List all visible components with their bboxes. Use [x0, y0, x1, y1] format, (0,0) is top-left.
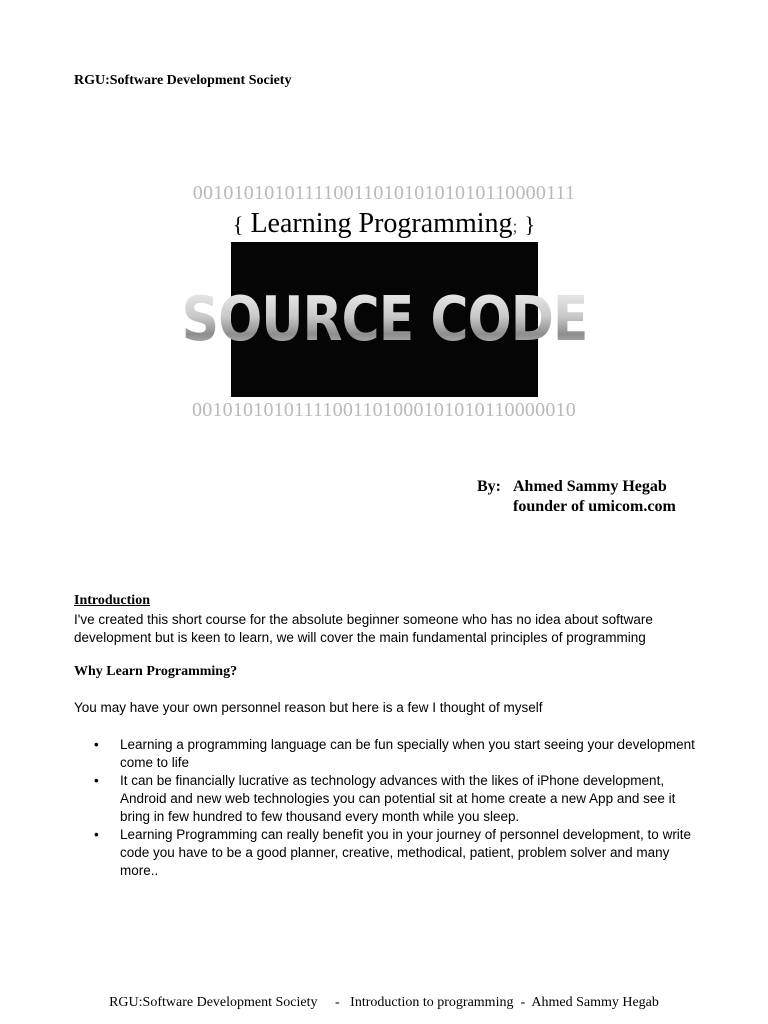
by-label: By: [477, 478, 501, 495]
list-item [74, 772, 704, 826]
why-heading: Why Learn Programming? [74, 664, 238, 679]
title-text: Learning Programming [250, 208, 513, 239]
bullet-icon: • [94, 773, 99, 788]
introduction-body: I've created this short course for the absolute beginner someone who has no idea about software development but is keen to learn, we will cover the main fundamental principles of programming [74, 612, 653, 645]
banner-text: SOURCE CODE [181, 284, 588, 355]
binary-string-bottom: 00101010101111001101000101010110000010 [192, 399, 576, 421]
list-item-text: Learning a programming language can be fun specially when you start seeing your development come to life [120, 737, 695, 770]
introduction-heading: Introduction [74, 593, 150, 608]
list-item-text: Learning Programming can really benefit you in your journey of personnel development, to write code you have to be a good planner, creative, methodical, patient, problem solver and many more.. [120, 827, 692, 878]
title-open-brace: { [232, 212, 244, 237]
document-header: RGU:Software Development Society [74, 73, 292, 88]
source-code-banner [181, 242, 588, 397]
founder-prefix: founder of [513, 498, 589, 515]
cover-title [0, 208, 768, 240]
binary-string-top: 00101010101111001101010101010110000111 [192, 182, 576, 204]
list-item [74, 826, 704, 880]
author-name: Ahmed Sammy Hegab [513, 478, 667, 495]
bullet-icon: • [94, 737, 99, 752]
title-semicolon: ; [512, 216, 518, 236]
founder-site: umicom.com [588, 498, 676, 515]
document-footer: RGU:Software Development Society - Introduction to programming - Ahmed Sammy Hegab [109, 995, 659, 1010]
list-item [74, 736, 704, 772]
founder-line [513, 498, 676, 516]
bullet-icon: • [94, 827, 99, 842]
title-close-brace: } [524, 212, 536, 237]
reasons-list [74, 736, 704, 880]
why-intro: You may have your own personnel reason but here is a few I thought of myself [74, 700, 543, 715]
list-item-text: It can be financially lucrative as technology advances with the likes of iPhone development, Android and new web technologies you can potential sit at home create a new App and see it bring in few hundred to few thousand every month while you sleep. [120, 773, 676, 824]
